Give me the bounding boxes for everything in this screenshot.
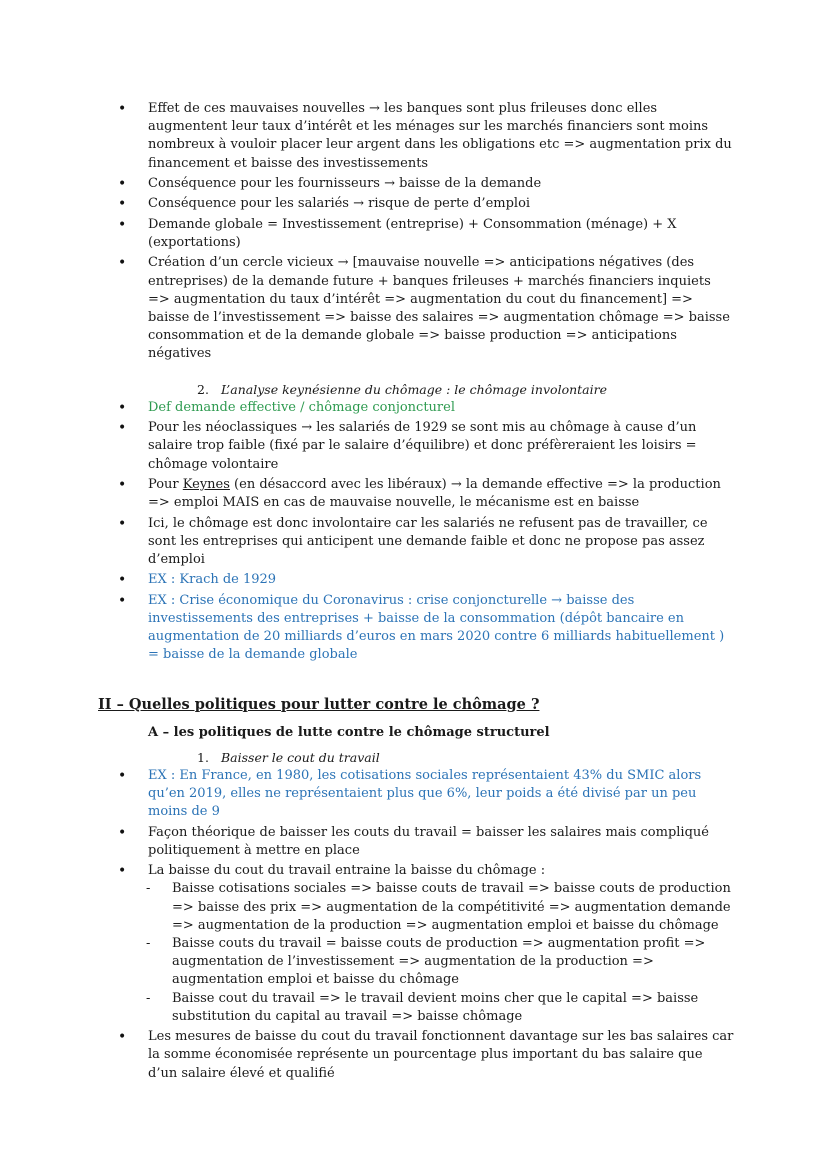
keynes-name: Keynes bbox=[182, 476, 230, 492]
subsection-title: A – les politiques de lutte contre le chômage structurel bbox=[148, 724, 550, 740]
subheading-keynesian bbox=[94, 381, 734, 399]
list-item: • Ici, le chômage est donc involontaire car les salariés ne refusent pas de travailler, ce sont les entreprises qui anticipent une demande faible et donc ne propose pas assez d’emploi bbox=[94, 515, 734, 570]
list-item-keynes bbox=[94, 476, 734, 512]
list-item-definition: • Def demande effective / chômage conjoncturel bbox=[94, 399, 734, 417]
list-item: • Création d’un cercle vicieux → [mauvaise nouvelle => anticipations négatives (des entreprises) de la demande future + banques frileuses + marchés financiers inquiets => augmentation du taux d’intérêt => augmentation du cout du financement] => baisse de l’investissement => baisse des salaires => augmentation chômage => baisse consommation et de la demande globale => baisse production => anticipations négatives bbox=[94, 254, 734, 363]
subheading-text: Baisser le cout du travail bbox=[221, 749, 380, 765]
dash-list bbox=[94, 880, 734, 1026]
list-item: • Demande globale = Investissement (entreprise) + Consommation (ménage) + X (exportations) bbox=[94, 216, 734, 252]
list-item-example: • EX : Krach de 1929 bbox=[94, 571, 734, 589]
list-item: • Pour les néoclassiques → les salariés de 1929 se sont mis au chômage à cause d’un salaire trop faible (fixé par le salaire d’équilibre) et donc préfèreraient les loisirs = chômage volontaire bbox=[94, 419, 734, 474]
list-item-label: La baisse du cout du travail entraine la baisse du chômage : bbox=[148, 863, 546, 879]
subheading-number: 2. bbox=[197, 381, 209, 397]
dash-item: - Baisse cotisations sociales => baisse couts de travail => baisse couts de production => baisse des prix => augmentation de la compétitivité => augmentation demande => augmentation de la production => augmentation emploi et baisse du chômage bbox=[94, 880, 734, 935]
subheading-number: 1. bbox=[197, 749, 209, 765]
text-span: Pour bbox=[148, 476, 183, 492]
bullet-list-effects bbox=[94, 100, 734, 364]
subheading-text: L’analyse keynésienne du chômage : le chômage involontaire bbox=[221, 381, 607, 397]
subheading-labour-cost bbox=[94, 749, 734, 767]
dash-item: - Baisse couts du travail = baisse couts de production => augmentation profit => augmentation de l’investissement => augmentation de la production => augmentation emploi et baisse du chômage bbox=[94, 935, 734, 990]
list-item-example: • EX : Crise économique du Coronavirus : crise conjoncturelle → baisse des investissements des entreprises + baisse de la consommation (dépôt bancaire en augmentation de 20 milliards d’euros en mars 2020 contre 6 milliards habituellement ) = baisse de la demande globale bbox=[94, 592, 734, 665]
list-item: • Conséquence pour les fournisseurs → baisse de la demande bbox=[94, 175, 734, 193]
bullet-list-labour-cost bbox=[94, 767, 734, 1083]
list-item: • Les mesures de baisse du cout du travail fonctionnent davantage sur les bas salaires car la somme économisée représente un pourcentage plus important du bas salaire que d’un salaire élevé et qualifié bbox=[94, 1028, 734, 1083]
bullet-list-keynes bbox=[94, 399, 734, 665]
list-item bbox=[94, 862, 734, 1026]
text-span: (en désaccord avec les libéraux) → la demande effective => la production => emploi MAIS en cas de mauvaise nouvelle, le mécanisme est en baisse bbox=[148, 476, 721, 511]
list-item: • Effet de ces mauvaises nouvelles → les banques sont plus frileuses donc elles augmentent leur taux d’intérêt et les ménages sur les marchés financiers sont moins nombreux à vouloir placer leur argent dans les obligations etc => augmentation prix du financement et baisse des investissements bbox=[94, 100, 734, 173]
dash-item: - Baisse cout du travail => le travail devient moins cher que le capital => baisse substitution du capital au travail => baisse chômage bbox=[94, 990, 734, 1026]
section-title: II – Quelles politiques pour lutter contre le chômage ? bbox=[98, 695, 540, 713]
list-item: • Façon théorique de baisser les couts du travail = baisser les salaires mais compliqué politiquement à mettre en place bbox=[94, 824, 734, 860]
list-item: • Conséquence pour les salariés → risque de perte d’emploi bbox=[94, 195, 734, 213]
list-item-example: • EX : En France, en 1980, les cotisations sociales représentaient 43% du SMIC alors qu’en 2019, elles ne représentaient plus que 6%, leur poids a été divisé par un peu moins de 9 bbox=[94, 767, 734, 822]
